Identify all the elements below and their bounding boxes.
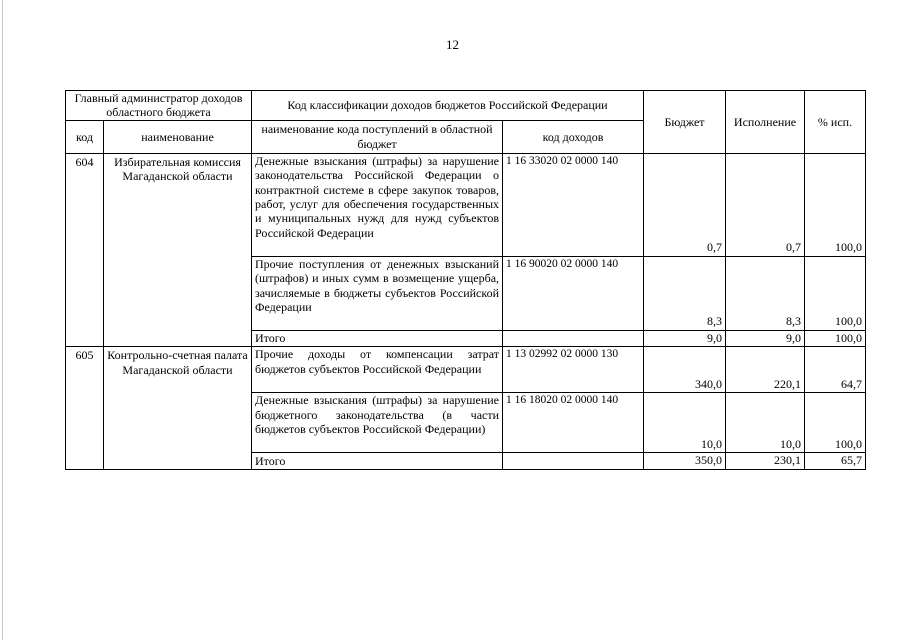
execution-value: 0,7 [726, 153, 805, 256]
page-number: 12 [446, 37, 459, 52]
total-execution: 9,0 [726, 330, 805, 346]
scan-edge-line [2, 0, 3, 640]
income-description: Прочие поступления от денежных взысканий (штрафов) и иных сумм в возмещение ущерба, зачисляемые в бюджеты субъектов Российской Федерации [252, 256, 503, 330]
total-label: Итого [252, 453, 503, 469]
execution-value: 10,0 [726, 393, 805, 453]
table-row [66, 347, 866, 393]
header-income-name: наименование кода поступлений в областной бюджет [252, 120, 503, 153]
header-execution: Исполнение [726, 91, 805, 154]
total-execution: 230,1 [726, 453, 805, 469]
budget-value: 8,3 [644, 256, 726, 330]
budget-value: 0,7 [644, 153, 726, 256]
header-code: код [66, 120, 104, 153]
total-budget: 350,0 [644, 453, 726, 469]
total-percent: 65,7 [805, 453, 866, 469]
admin-name: Контрольно-счетная палата Магаданской области [104, 347, 252, 469]
total-income-code-empty [503, 330, 644, 346]
admin-code: 605 [66, 347, 104, 469]
header-classification-group: Код классификации доходов бюджетов Российской Федерации [252, 91, 644, 121]
income-description: Денежные взыскания (штрафы) за нарушение бюджетного законодательства (в части бюджетов субъектов Российской Федерации) [252, 393, 503, 453]
table-row [66, 153, 866, 256]
income-code: 1 16 18020 02 0000 140 [503, 393, 644, 453]
budget-value: 340,0 [644, 347, 726, 393]
percent-value: 64,7 [805, 347, 866, 393]
total-budget: 9,0 [644, 330, 726, 346]
income-description: Прочие доходы от компенсации затрат бюджетов субъектов Российской Федерации [252, 347, 503, 393]
header-name: наименование [104, 120, 252, 153]
percent-value: 100,0 [805, 153, 866, 256]
execution-value: 8,3 [726, 256, 805, 330]
execution-value: 220,1 [726, 347, 805, 393]
total-percent: 100,0 [805, 330, 866, 346]
percent-value: 100,0 [805, 393, 866, 453]
income-code: 1 16 33020 02 0000 140 [503, 153, 644, 256]
header-admin-group: Главный администратор доходов областного бюджета [66, 91, 252, 121]
income-description: Денежные взыскания (штрафы) за нарушение законодательства Российской Федерации о контрактной системе в сфере закупок товаров, работ, услуг для обеспечения государственных и муниципальных нужд для нужд субъектов Российской Федерации [252, 153, 503, 256]
budget-value: 10,0 [644, 393, 726, 453]
income-code: 1 16 90020 02 0000 140 [503, 256, 644, 330]
admin-code: 604 [66, 153, 104, 346]
header-income-code: код доходов [503, 120, 644, 153]
revenue-table [65, 90, 866, 470]
percent-value: 100,0 [805, 256, 866, 330]
admin-name: Избирательная комиссия Магаданской области [104, 153, 252, 346]
total-income-code-empty [503, 453, 644, 469]
income-code: 1 13 02992 02 0000 130 [503, 347, 644, 393]
header-budget: Бюджет [644, 91, 726, 154]
header-percent: % исп. [805, 91, 866, 154]
total-label: Итого [252, 330, 503, 346]
